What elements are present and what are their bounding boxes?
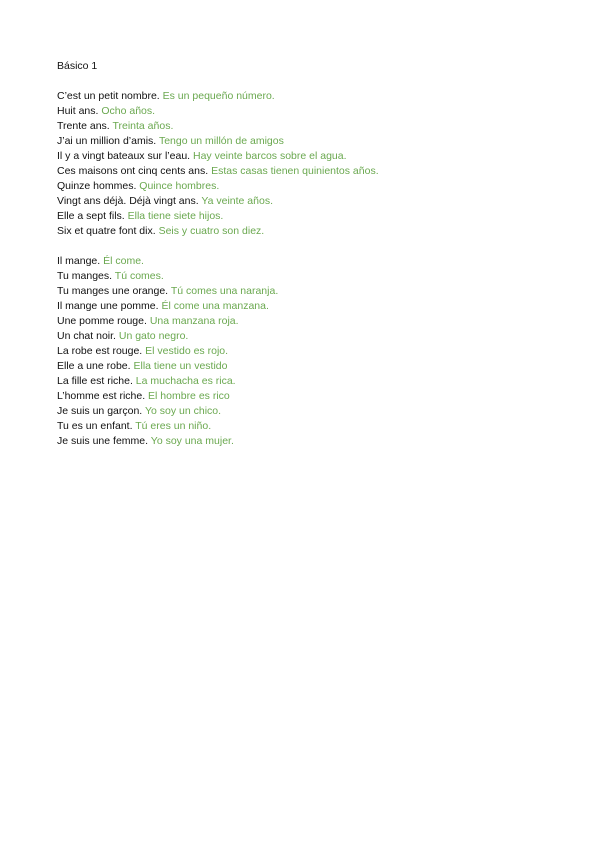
- sentence-line: [57, 344, 278, 359]
- french-sentence: Tu es un enfant.: [57, 420, 133, 432]
- french-sentence: Un chat noir.: [57, 330, 116, 342]
- sentence-line: [57, 164, 379, 179]
- french-sentence: La robe est rouge.: [57, 345, 143, 357]
- spanish-translation: La muchacha es rica.: [135, 375, 236, 387]
- spanish-translation: Tú eres un niño.: [135, 420, 212, 432]
- sentence-block-basics: [57, 254, 278, 449]
- page-title: Básico 1: [57, 60, 98, 72]
- french-sentence: Tu manges une orange.: [57, 285, 169, 297]
- sentence-line: [57, 194, 379, 209]
- french-sentence: C’est un petit nombre.: [57, 90, 160, 102]
- french-sentence: J’ai un million d’amis.: [57, 135, 157, 147]
- french-sentence: Je suis une femme.: [57, 435, 149, 447]
- sentence-line: [57, 389, 278, 404]
- spanish-translation: Un gato negro.: [118, 330, 189, 342]
- spanish-translation: Es un pequeño número.: [162, 90, 275, 102]
- spanish-translation: Yo soy una mujer.: [150, 435, 234, 447]
- sentence-line: [57, 404, 278, 419]
- french-sentence: Tu manges.: [57, 270, 113, 282]
- spanish-translation: Ella tiene un vestido: [133, 360, 228, 372]
- sentence-line: [57, 179, 379, 194]
- sentence-line: [57, 284, 278, 299]
- spanish-translation: Una manzana roja.: [149, 315, 239, 327]
- french-sentence: Il mange.: [57, 255, 101, 267]
- french-sentence: La fille est riche.: [57, 375, 133, 387]
- sentence-line: [57, 224, 379, 239]
- french-sentence: Elle a une robe.: [57, 360, 131, 372]
- sentence-line: [57, 104, 379, 119]
- sentence-line: [57, 359, 278, 374]
- french-sentence: Ces maisons ont cinq cents ans.: [57, 165, 209, 177]
- spanish-translation: Hay veinte barcos sobre el agua.: [193, 150, 347, 162]
- sentence-line: [57, 254, 278, 269]
- sentence-line: [57, 314, 278, 329]
- spanish-translation: El vestido es rojo.: [145, 345, 229, 357]
- sentence-line: [57, 434, 278, 449]
- sentence-line: [57, 119, 379, 134]
- french-sentence: Il mange une pomme.: [57, 300, 159, 312]
- french-sentence: Trente ans.: [57, 120, 110, 132]
- sentence-line: [57, 134, 379, 149]
- spanish-translation: Él come una manzana.: [161, 300, 269, 312]
- french-sentence: Elle a sept fils.: [57, 210, 125, 222]
- french-sentence: Il y a vingt bateaux sur l’eau.: [57, 150, 191, 162]
- spanish-translation: Tú comes.: [114, 270, 164, 282]
- sentence-line: [57, 374, 278, 389]
- french-sentence: Je suis un garçon.: [57, 405, 143, 417]
- sentence-line: [57, 329, 278, 344]
- spanish-translation: Treinta años.: [112, 120, 174, 132]
- sentence-line: [57, 89, 379, 104]
- sentence-block-numbers: [57, 89, 379, 239]
- sentence-line: [57, 419, 278, 434]
- spanish-translation: Tengo un millón de amigos: [158, 135, 284, 147]
- sentence-line: [57, 269, 278, 284]
- spanish-translation: El hombre es rico: [148, 390, 230, 402]
- spanish-translation: Quince hombres.: [139, 180, 220, 192]
- sentence-line: [57, 209, 379, 224]
- spanish-translation: Yo soy un chico.: [144, 405, 222, 417]
- spanish-translation: Seis y cuatro son diez.: [158, 225, 265, 237]
- french-sentence: Six et quatre font dix.: [57, 225, 156, 237]
- sentence-line: [57, 299, 278, 314]
- sentence-line: [57, 149, 379, 164]
- french-sentence: Vingt ans déjà. Déjà vingt ans.: [57, 195, 199, 207]
- spanish-translation: Ella tiene siete hijos.: [127, 210, 224, 222]
- french-sentence: Quinze hommes.: [57, 180, 137, 192]
- spanish-translation: Ya veinte años.: [201, 195, 273, 207]
- french-sentence: Une pomme rouge.: [57, 315, 147, 327]
- spanish-translation: Tú comes una naranja.: [170, 285, 279, 297]
- french-sentence: Huit ans.: [57, 105, 99, 117]
- spanish-translation: Estas casas tienen quinientos años.: [211, 165, 379, 177]
- spanish-translation: Ocho años.: [101, 105, 156, 117]
- french-sentence: L’homme est riche.: [57, 390, 146, 402]
- spanish-translation: Él come.: [103, 255, 144, 267]
